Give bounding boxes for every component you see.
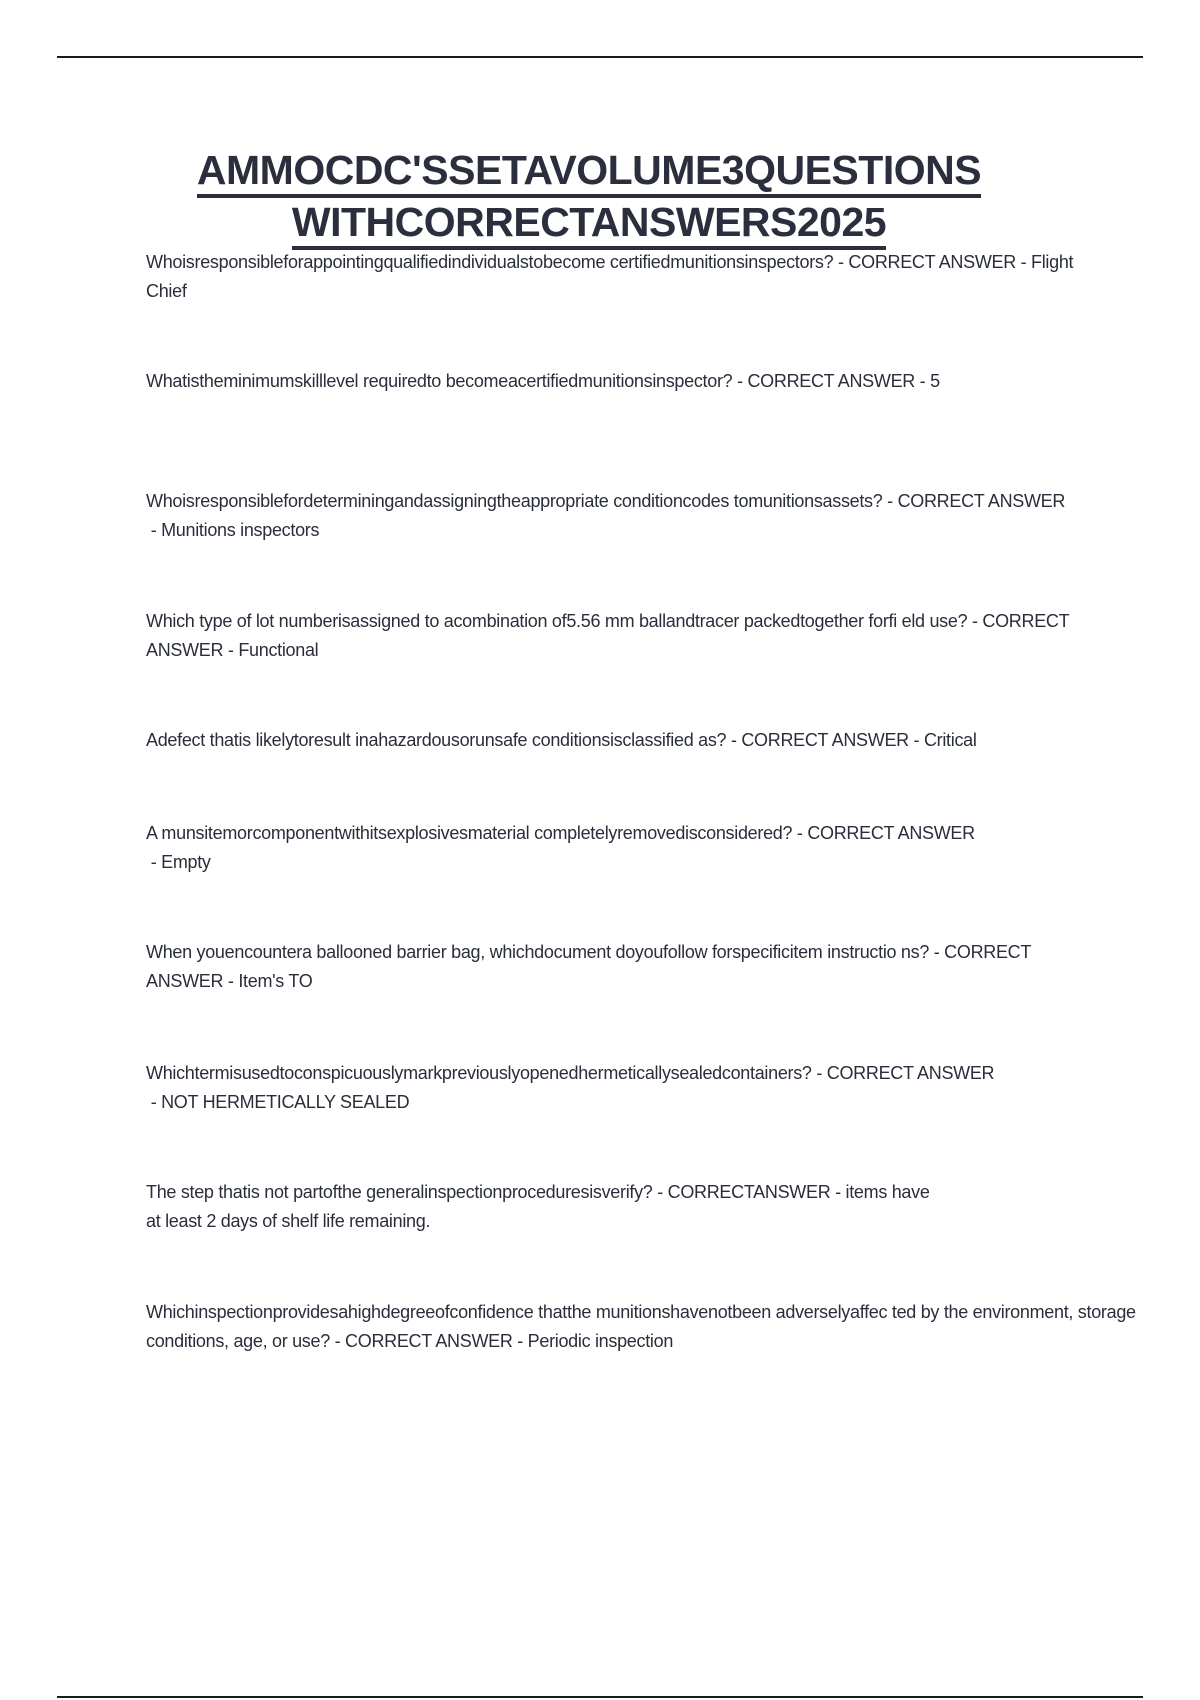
answer-marker: CORRECT ANSWER	[146, 942, 1031, 991]
qa-item-2	[146, 367, 986, 396]
separator: -	[967, 611, 983, 631]
separator: -	[732, 371, 748, 391]
separator: -	[1015, 252, 1032, 272]
qa-item-5	[146, 726, 1146, 755]
question-text: The step thatis not partofthe generalinspectionproceduresisverify?	[146, 1182, 653, 1202]
answer-text: Critical	[923, 730, 977, 750]
answer-text: Periodic inspection	[527, 1331, 674, 1351]
question-text: When youencountera ballooned barrier bag, whichdocument doyoufollow forspecificitem instructio ns?	[146, 942, 930, 962]
answer-text: 5	[930, 371, 940, 391]
answer-marker: CORRECT ANSWER	[826, 1063, 995, 1083]
answer-text: Empty	[161, 852, 211, 872]
answer-marker: CORRECT ANSWER	[807, 823, 975, 843]
question-text: Whichtermisusedtoconspicuouslymarkpreviouslyopenedhermeticallysealedcontainers?	[146, 1063, 812, 1083]
qa-item-1	[146, 248, 1086, 306]
answer-text: NOT HERMETICALLY SEALED	[161, 1092, 410, 1112]
answer-marker: CORRECT ANSWER	[741, 730, 909, 750]
answer-text: items have at least 2 days of shelf life remaining.	[146, 1182, 930, 1231]
separator: -	[882, 491, 898, 511]
bottom-rule	[57, 1696, 1143, 1698]
qa-item-6	[146, 819, 1006, 877]
qa-item-9	[146, 1178, 946, 1236]
separator: -	[833, 252, 849, 272]
qa-item-4	[146, 607, 1096, 665]
answer-marker: CORRECT ANSWER	[848, 252, 1016, 272]
separator: -	[223, 640, 239, 660]
separator: -	[830, 1182, 846, 1202]
qa-item-8	[146, 1059, 1006, 1117]
separator: -	[914, 371, 931, 391]
separator: -	[908, 730, 924, 750]
separator: -	[146, 1092, 162, 1112]
separator: -	[726, 730, 742, 750]
title-line-2: WITHCORRECTANSWERS2025	[292, 198, 886, 250]
answer-marker: CORRECT ANSWER	[747, 371, 915, 391]
qa-item-10	[146, 1298, 1146, 1356]
separator: -	[329, 1331, 346, 1351]
question-text: Whatistheminimumskilllevel requiredto becomeacertifiedmunitionsinspector?	[146, 371, 733, 391]
question-text: Whichinspectionprovidesahighdegreeofconfidence thatthe munitionshavenotbeen adverselyaffec ted by the environment, storage conditions, age, or use?	[146, 1302, 1136, 1351]
answer-marker: CORRECT ANSWER	[146, 611, 1069, 660]
qa-item-7	[146, 938, 1106, 996]
separator: -	[792, 823, 808, 843]
question-text: Whoisresponsiblefordeterminingandassigningtheappropriate conditioncodes tomunitionsassets?	[146, 491, 883, 511]
separator: -	[929, 942, 945, 962]
answer-text: Functional	[238, 640, 319, 660]
separator: -	[146, 852, 162, 872]
separator: -	[512, 1331, 528, 1351]
document-title	[140, 146, 1038, 250]
question-text: Which type of lot numberisassigned to acombination of5.56 mm ballandtracer packedtogether forfi eld use?	[146, 611, 968, 631]
question-text: Whoisresponsibleforappointingqualifiedindividualstobecome certifiedmunitionsinspectors?	[146, 252, 834, 272]
answer-text: Item's TO	[238, 971, 313, 991]
separator: -	[811, 1063, 827, 1083]
qa-item-3	[146, 487, 1076, 545]
answer-text: Flight Chief	[146, 252, 1074, 301]
question-text: A munsitemorcomponentwithitsexplosivesmaterial completelyremovedisconsidered?	[146, 823, 793, 843]
separator: -	[146, 520, 162, 540]
title-line-1: AMMOCDC'SSETAVOLUME3QUESTIONS	[197, 146, 981, 198]
separator: -	[223, 971, 239, 991]
top-rule	[57, 56, 1143, 58]
question-text: Adefect thatis likelytoresult inahazardousorunsafe conditionsisclassified as?	[146, 730, 727, 750]
answer-marker: CORRECTANSWER	[667, 1182, 831, 1202]
answer-marker: CORRECT ANSWER	[897, 491, 1066, 511]
separator: -	[652, 1182, 668, 1202]
answer-text: Munitions inspectors	[161, 520, 320, 540]
answer-marker: CORRECT ANSWER	[345, 1331, 513, 1351]
